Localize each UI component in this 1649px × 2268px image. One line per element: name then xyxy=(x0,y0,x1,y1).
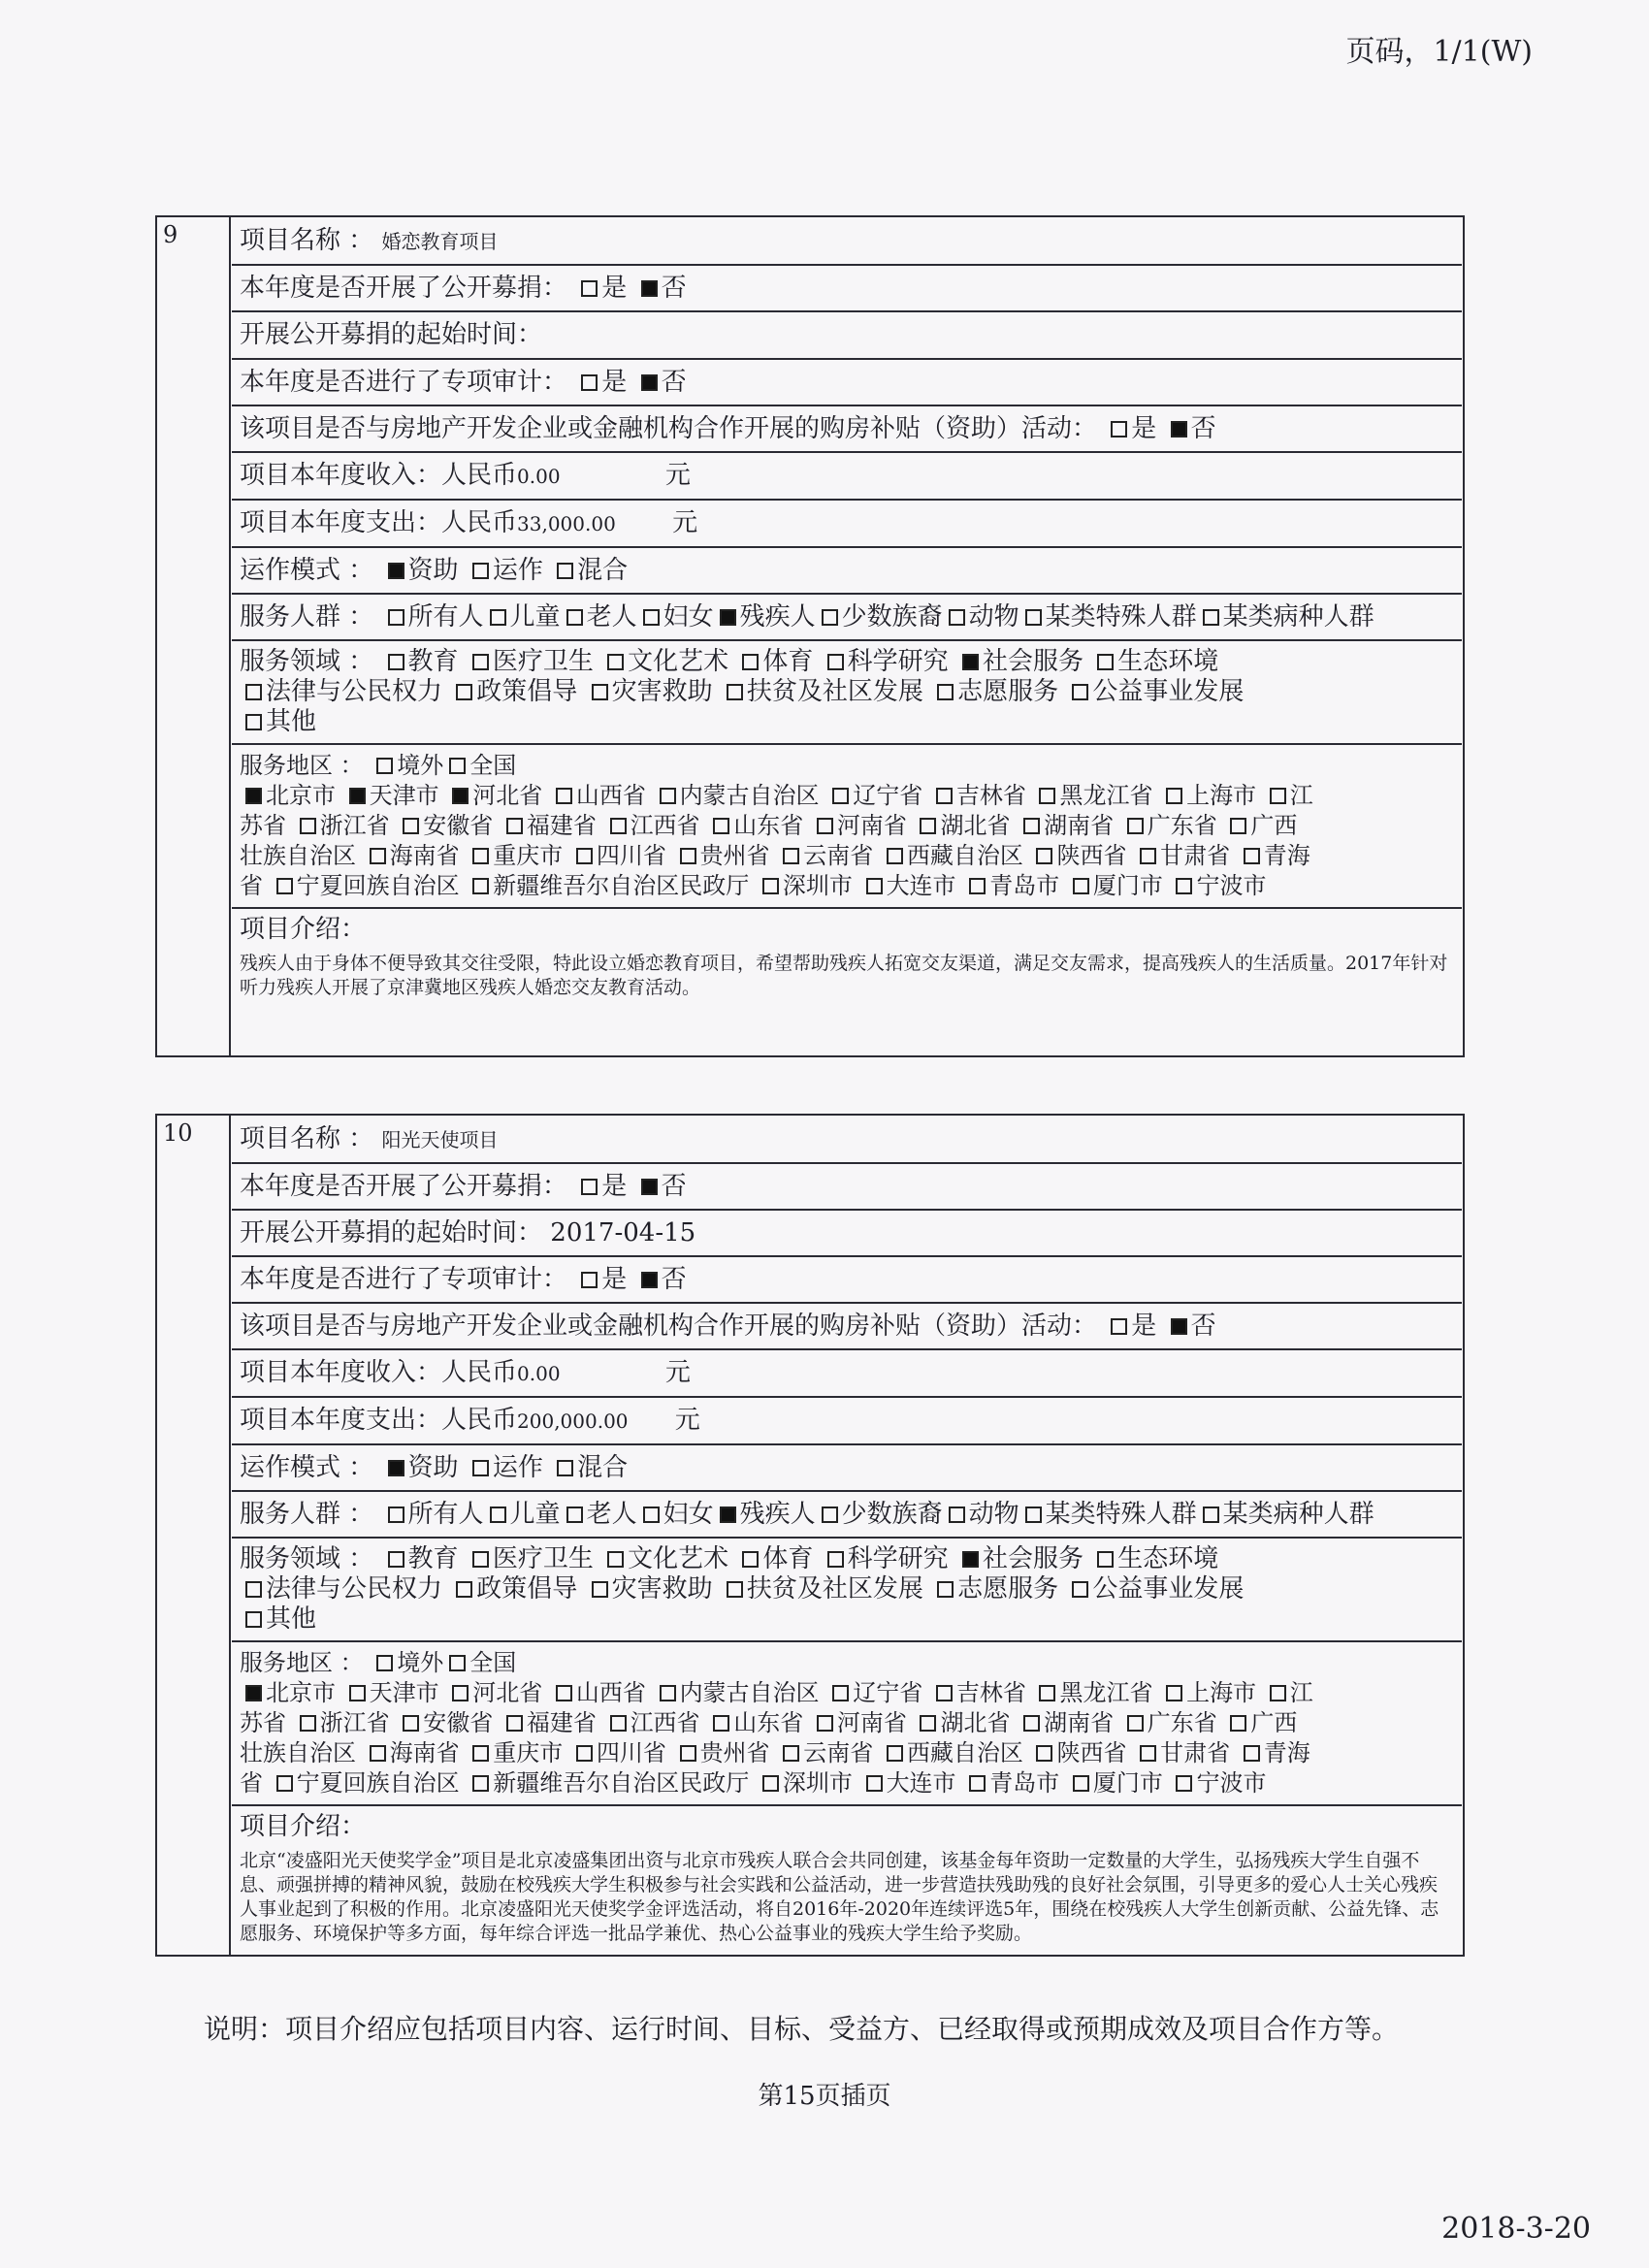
checkbox-region[interactable] xyxy=(449,1655,466,1671)
insert-page-label: 第15页插页 xyxy=(758,2082,891,2111)
checkbox-no[interactable] xyxy=(641,1272,658,1288)
checkbox-group-all[interactable] xyxy=(388,1507,404,1523)
public-fundraising-row: 本年度是否开展了公开募捐： 是 否 xyxy=(232,266,1462,312)
checkbox-region[interactable] xyxy=(506,818,523,834)
income-row: 项目本年度收入：人民币0.00 元 xyxy=(232,1350,1462,1398)
checkbox-no[interactable] xyxy=(641,1179,658,1195)
checkbox-region[interactable] xyxy=(936,1685,953,1701)
project-table-10 xyxy=(155,1114,1465,1957)
checkbox-group-women[interactable] xyxy=(643,609,660,626)
checkbox-funding[interactable] xyxy=(388,563,404,579)
checkbox-region[interactable] xyxy=(1270,1685,1286,1701)
checkbox-field-ecology[interactable] xyxy=(1097,654,1114,670)
checkbox-field-medical[interactable] xyxy=(472,654,489,670)
checkbox-field-social[interactable] xyxy=(962,654,979,670)
service-groups-row: 服务人群 ： 所有人 儿童 老人 妇女 残疾人 少数族裔 动物 某类特殊人群 某类病种人群 xyxy=(232,595,1462,641)
checkbox-field-other[interactable] xyxy=(245,714,262,730)
checkbox-region-tianjin[interactable] xyxy=(349,788,366,804)
checkbox-group-ethnic[interactable] xyxy=(822,1507,838,1523)
checkbox-region[interactable] xyxy=(370,1745,386,1762)
checkbox-region[interactable] xyxy=(887,1745,903,1762)
checkbox-region[interactable] xyxy=(610,1715,627,1732)
checkbox-region[interactable] xyxy=(276,1775,293,1792)
checkbox-no[interactable] xyxy=(1171,1318,1187,1335)
housing-subsidy-row: 该项目是否与房地产开发企业或金融机构合作开展的购房补贴（资助）活动： 是 否 xyxy=(232,1304,1462,1350)
checkbox-region[interactable] xyxy=(1140,1745,1156,1762)
checkbox-field-education[interactable] xyxy=(388,654,404,670)
print-date: 2018-3-20 xyxy=(1441,2212,1591,2246)
checkbox-yes[interactable] xyxy=(581,1272,598,1288)
checkbox-region[interactable] xyxy=(832,1685,849,1701)
checkbox-region[interactable] xyxy=(866,1775,883,1792)
checkbox-region[interactable] xyxy=(472,1775,489,1792)
checkbox-region[interactable] xyxy=(783,1745,799,1762)
project-name-row: 项目名称 ： 阳光天使项目 xyxy=(232,1117,1462,1164)
page-number: 页码，1/1(W) xyxy=(1345,35,1533,69)
checkbox-region[interactable] xyxy=(403,1715,419,1732)
checkbox-region[interactable] xyxy=(866,878,883,894)
housing-subsidy-row: 该项目是否与房地产开发企业或金融机构合作开展的购房补贴（资助）活动： 是 否 xyxy=(232,406,1462,453)
checkbox-funding[interactable] xyxy=(388,1460,404,1476)
checkbox-region[interactable] xyxy=(1073,878,1089,894)
service-fields-row: 服务领域 ： 教育 医疗卫生 文化艺术 体育 科学研究 社会服务 生态环境 法律与公民权力 政策倡导 灾害救助 扶贫及社区发展 志愿服务 公益事业发展 其他 xyxy=(232,641,1462,745)
checkbox-region[interactable] xyxy=(1140,848,1156,864)
income-row: 项目本年度收入：人民币0.00 元 xyxy=(232,453,1462,501)
checkbox-group-disease[interactable] xyxy=(1203,1507,1219,1523)
checkbox-region[interactable] xyxy=(300,1715,316,1732)
service-groups-row: 服务人群 ： 所有人 儿童 老人 妇女 残疾人 少数族裔 动物 某类特殊人群 某类病种人群 xyxy=(232,1492,1462,1539)
checkbox-field-volunteer[interactable] xyxy=(937,1581,954,1598)
project-name: 阳光天使项目 xyxy=(381,1128,499,1151)
checkbox-field-law[interactable] xyxy=(245,1581,262,1598)
checkbox-field-policy[interactable] xyxy=(456,684,472,700)
checkbox-field-disaster[interactable] xyxy=(592,1581,608,1598)
checkbox-region[interactable] xyxy=(1036,848,1052,864)
checkbox-region[interactable] xyxy=(1039,788,1055,804)
checkbox-region[interactable] xyxy=(610,818,627,834)
checkbox-region[interactable] xyxy=(556,788,572,804)
checkbox-region[interactable] xyxy=(1244,1745,1260,1762)
checkbox-region[interactable] xyxy=(449,758,466,774)
checkbox-region[interactable] xyxy=(376,758,393,774)
project-intro-text: 残疾人由于身体不便导致其交往受限，特此设立婚恋教育项目，希望帮助残疾人拓宽交友渠道，满足交友需求，提高残疾人的生活质量。2017年针对听力残疾人开展了京津冀地区残疾人婚恋交友教育活动。 xyxy=(240,953,1448,998)
checkbox-group-children[interactable] xyxy=(490,1507,506,1523)
checkbox-region[interactable] xyxy=(762,878,779,894)
checkbox-region[interactable] xyxy=(817,1715,833,1732)
checkbox-region[interactable] xyxy=(713,1715,729,1732)
service-regions-row: 服务地区 ： 境外 全国 北京市 天津市 河北省 山西省 内蒙古自治区 辽宁省 吉林省 黑龙江省 上海市 江 苏省 浙江省 安徽省 福建省 江西省 山东省 河南省 湖北省 湖南省 广东省 广西 壮族自治区 海南省 重庆市 四川省 贵州省 云南省 西藏自治区 陕西省 甘肃省 青海 省 宁夏回族自治区 新疆维吾尔自治区民政厅 深圳市 大连市 青岛市 厦门市 宁波市 xyxy=(232,745,1462,909)
checkbox-operation[interactable] xyxy=(472,1460,489,1476)
checkbox-field-ecology[interactable] xyxy=(1097,1551,1114,1568)
checkbox-region[interactable] xyxy=(376,1655,393,1671)
checkbox-region[interactable] xyxy=(1166,1685,1182,1701)
operation-mode-row: 运作模式 ： 资助 运作 混合 xyxy=(232,1445,1462,1492)
checkbox-region[interactable] xyxy=(936,788,953,804)
explanation-note: 说明：项目介绍应包括项目内容、运行时间、目标、受益方、已经取得或预期成效及项目合作方等。 xyxy=(204,2013,1400,2045)
checkbox-region-tianjin[interactable] xyxy=(349,1685,366,1701)
checkbox-region[interactable] xyxy=(832,788,849,804)
checkbox-operation[interactable] xyxy=(472,563,489,579)
checkbox-region[interactable] xyxy=(472,878,489,894)
project-fields xyxy=(230,1115,1464,1956)
public-fundraising-row: 本年度是否开展了公开募捐： 是 否 xyxy=(232,1164,1462,1211)
checkbox-group-special[interactable] xyxy=(1025,609,1042,626)
checkbox-region[interactable] xyxy=(660,1685,676,1701)
checkbox-field-culture[interactable] xyxy=(607,654,624,670)
checkbox-region[interactable] xyxy=(920,818,936,834)
fundraising-start-row: 开展公开募捐的起始时间： 2017-04-15 xyxy=(232,1211,1462,1257)
checkbox-field-science[interactable] xyxy=(827,1551,844,1568)
checkbox-yes[interactable] xyxy=(1111,421,1127,437)
operation-mode-row: 运作模式 ： 资助 运作 混合 xyxy=(232,548,1462,595)
income-value: 0.00 xyxy=(517,465,561,488)
checkbox-region[interactable] xyxy=(576,1745,593,1762)
checkbox-region-hebei[interactable] xyxy=(452,788,469,804)
checkbox-region[interactable] xyxy=(783,848,799,864)
checkbox-group-elderly[interactable] xyxy=(566,1507,583,1523)
checkbox-region[interactable] xyxy=(817,818,833,834)
checkbox-region[interactable] xyxy=(276,878,293,894)
checkbox-field-law[interactable] xyxy=(245,684,262,700)
checkbox-no[interactable] xyxy=(641,374,658,391)
expense-value: 200,000.00 xyxy=(517,1409,629,1433)
checkbox-region[interactable] xyxy=(713,818,729,834)
project-number: 9 xyxy=(156,216,230,1056)
checkbox-yes[interactable] xyxy=(1111,1318,1127,1335)
checkbox-region[interactable] xyxy=(506,1715,523,1732)
checkbox-group-disabled[interactable] xyxy=(720,609,736,626)
income-value: 0.00 xyxy=(517,1362,561,1385)
checkbox-region[interactable] xyxy=(1127,818,1144,834)
checkbox-group-disabled[interactable] xyxy=(720,1507,736,1523)
checkbox-region[interactable] xyxy=(1270,788,1286,804)
checkbox-region[interactable] xyxy=(969,1775,986,1792)
checkbox-field-sports[interactable] xyxy=(742,654,759,670)
checkbox-group-all[interactable] xyxy=(388,609,404,626)
checkbox-no[interactable] xyxy=(641,280,658,297)
checkbox-region[interactable] xyxy=(1230,1715,1246,1732)
checkbox-mixed[interactable] xyxy=(557,1460,573,1476)
checkbox-group-children[interactable] xyxy=(490,609,506,626)
project-intro-text: 北京“凌盛阳光天使奖学金”项目是北京凌盛集团出资与北京市残疾人联合会共同创建，该基金每年资助一定数量的大学生，弘扬残疾大学生自强不息、顽强拼搏的精神风貌，鼓励在校残疾大学生积极参与社会实践和公益活动，进一步营造扶残助残的良好社会氛围，引导更多的爱心人士关心残疾人事业起到了积极的作用。北京凌盛阳光天使奖学金评选活动，将自2016年-2020年连续评选5年，围绕在校残疾人大学生创新贡献、公益先锋、志愿服务、环境保护等多方面，每年综合评选一批品学兼优、热心公益事业的残疾大学生给予奖励。 xyxy=(240,1850,1439,1944)
expense-row: 项目本年度支出：人民币33,000.00 元 xyxy=(232,501,1462,548)
checkbox-field-disaster[interactable] xyxy=(592,684,608,700)
project-table-9 xyxy=(155,215,1465,1057)
checkbox-field-volunteer[interactable] xyxy=(937,684,954,700)
checkbox-region[interactable] xyxy=(1230,818,1246,834)
checkbox-group-special[interactable] xyxy=(1025,1507,1042,1523)
checkbox-region[interactable] xyxy=(1176,1775,1192,1792)
checkbox-group-women[interactable] xyxy=(643,1507,660,1523)
checkbox-group-disease[interactable] xyxy=(1203,609,1219,626)
checkbox-region[interactable] xyxy=(472,1745,489,1762)
checkbox-region[interactable] xyxy=(1166,788,1182,804)
project-fields xyxy=(230,216,1464,1056)
special-audit-row: 本年度是否进行了专项审计： 是 否 xyxy=(232,360,1462,406)
checkbox-region[interactable] xyxy=(556,1685,572,1701)
checkbox-group-elderly[interactable] xyxy=(566,609,583,626)
expense-value: 33,000.00 xyxy=(517,512,616,535)
checkbox-yes[interactable] xyxy=(581,280,598,297)
service-fields-row: 服务领域 ： 教育 医疗卫生 文化艺术 体育 科学研究 社会服务 生态环境 法律与公民权力 政策倡导 灾害救助 扶贫及社区发展 志愿服务 公益事业发展 其他 xyxy=(232,1539,1462,1642)
checkbox-field-public[interactable] xyxy=(1072,1581,1088,1598)
checkbox-group-ethnic[interactable] xyxy=(822,609,838,626)
checkbox-region[interactable] xyxy=(1036,1745,1052,1762)
checkbox-region[interactable] xyxy=(969,878,986,894)
checkbox-region[interactable] xyxy=(762,1775,779,1792)
checkbox-yes[interactable] xyxy=(581,374,598,391)
checkbox-region[interactable] xyxy=(1023,818,1040,834)
checkbox-field-poverty[interactable] xyxy=(727,684,743,700)
checkbox-region[interactable] xyxy=(680,1745,696,1762)
checkbox-region[interactable] xyxy=(403,818,419,834)
checkbox-region-hebei[interactable] xyxy=(452,1685,469,1701)
checkbox-region[interactable] xyxy=(660,788,676,804)
checkbox-region[interactable] xyxy=(1023,1715,1040,1732)
checkbox-no[interactable] xyxy=(1171,421,1187,437)
checkbox-field-culture[interactable] xyxy=(607,1551,624,1568)
checkbox-region[interactable] xyxy=(300,818,316,834)
service-regions-row: 服务地区 ： 境外 全国 北京市 天津市 河北省 山西省 内蒙古自治区 辽宁省 吉林省 黑龙江省 上海市 江 苏省 浙江省 安徽省 福建省 江西省 山东省 河南省 湖北省 湖南省 广东省 广西 壮族自治区 海南省 重庆市 四川省 贵州省 云南省 西藏自治区 陕西省 甘肃省 青海 省 宁夏回族自治区 新疆维吾尔自治区民政厅 深圳市 大连市 青岛市 厦门市 宁波市 xyxy=(232,1642,1462,1806)
checkbox-region[interactable] xyxy=(1176,878,1192,894)
checkbox-region[interactable] xyxy=(920,1715,936,1732)
checkbox-mixed[interactable] xyxy=(557,563,573,579)
checkbox-group-animals[interactable] xyxy=(949,1507,965,1523)
checkbox-group-animals[interactable] xyxy=(949,609,965,626)
checkbox-yes[interactable] xyxy=(581,1179,598,1195)
checkbox-region[interactable] xyxy=(1127,1715,1144,1732)
expense-row: 项目本年度支出：人民币200,000.00 元 xyxy=(232,1398,1462,1445)
checkbox-field-public[interactable] xyxy=(1072,684,1088,700)
checkbox-region[interactable] xyxy=(1039,1685,1055,1701)
checkbox-region[interactable] xyxy=(680,848,696,864)
checkbox-region[interactable] xyxy=(370,848,386,864)
checkbox-field-poverty[interactable] xyxy=(727,1581,743,1598)
checkbox-region[interactable] xyxy=(1073,1775,1089,1792)
project-number: 10 xyxy=(156,1115,230,1956)
checkbox-region[interactable] xyxy=(1244,848,1260,864)
checkbox-region[interactable] xyxy=(472,848,489,864)
fundraising-start-date: 2017-04-15 xyxy=(550,1218,696,1247)
checkbox-field-education[interactable] xyxy=(388,1551,404,1568)
project-name-row: 项目名称 ： 婚恋教育项目 xyxy=(232,218,1462,266)
special-audit-row: 本年度是否进行了专项审计： 是 否 xyxy=(232,1257,1462,1304)
fundraising-start-row: 开展公开募捐的起始时间： xyxy=(232,312,1462,360)
project-name: 婚恋教育项目 xyxy=(381,230,499,253)
checkbox-region-beijing[interactable] xyxy=(245,1685,262,1701)
checkbox-field-social[interactable] xyxy=(962,1551,979,1568)
checkbox-field-policy[interactable] xyxy=(456,1581,472,1598)
project-intro-row: 项目介绍： 残疾人由于身体不便导致其交往受限，特此设立婚恋教育项目，希望帮助残疾人拓宽交友渠道，满足交友需求，提高残疾人的生活质量。2017年针对听力残疾人开展了京津冀地区残疾人婚恋交友教育活动。 xyxy=(232,909,1462,1054)
checkbox-region[interactable] xyxy=(576,848,593,864)
checkbox-region[interactable] xyxy=(887,848,903,864)
project-intro-row: 项目介绍： 北京“凌盛阳光天使奖学金”项目是北京凌盛集团出资与北京市残疾人联合会共同创建，该基金每年资助一定数量的大学生，弘扬残疾大学生自强不息、顽强拼搏的精神风貌，鼓励在校残疾大学生积极参与社会实践和公益活动，进一步营造扶残助残的良好社会氛围，引导更多的爱心人士关心残疾人事业起到了积极的作用。北京凌盛阳光天使奖学金评选活动，将自2016年-2020年连续评选5年，围绕在校残疾人大学生创新贡献、公益先锋、志愿服务、环境保护等多方面，每年综合评选一批品学兼优、热心公益事业的残疾大学生给予奖励。 xyxy=(232,1806,1462,1954)
checkbox-field-sports[interactable] xyxy=(742,1551,759,1568)
checkbox-field-science[interactable] xyxy=(827,654,844,670)
checkbox-field-medical[interactable] xyxy=(472,1551,489,1568)
checkbox-field-other[interactable] xyxy=(245,1611,262,1628)
checkbox-region-beijing[interactable] xyxy=(245,788,262,804)
